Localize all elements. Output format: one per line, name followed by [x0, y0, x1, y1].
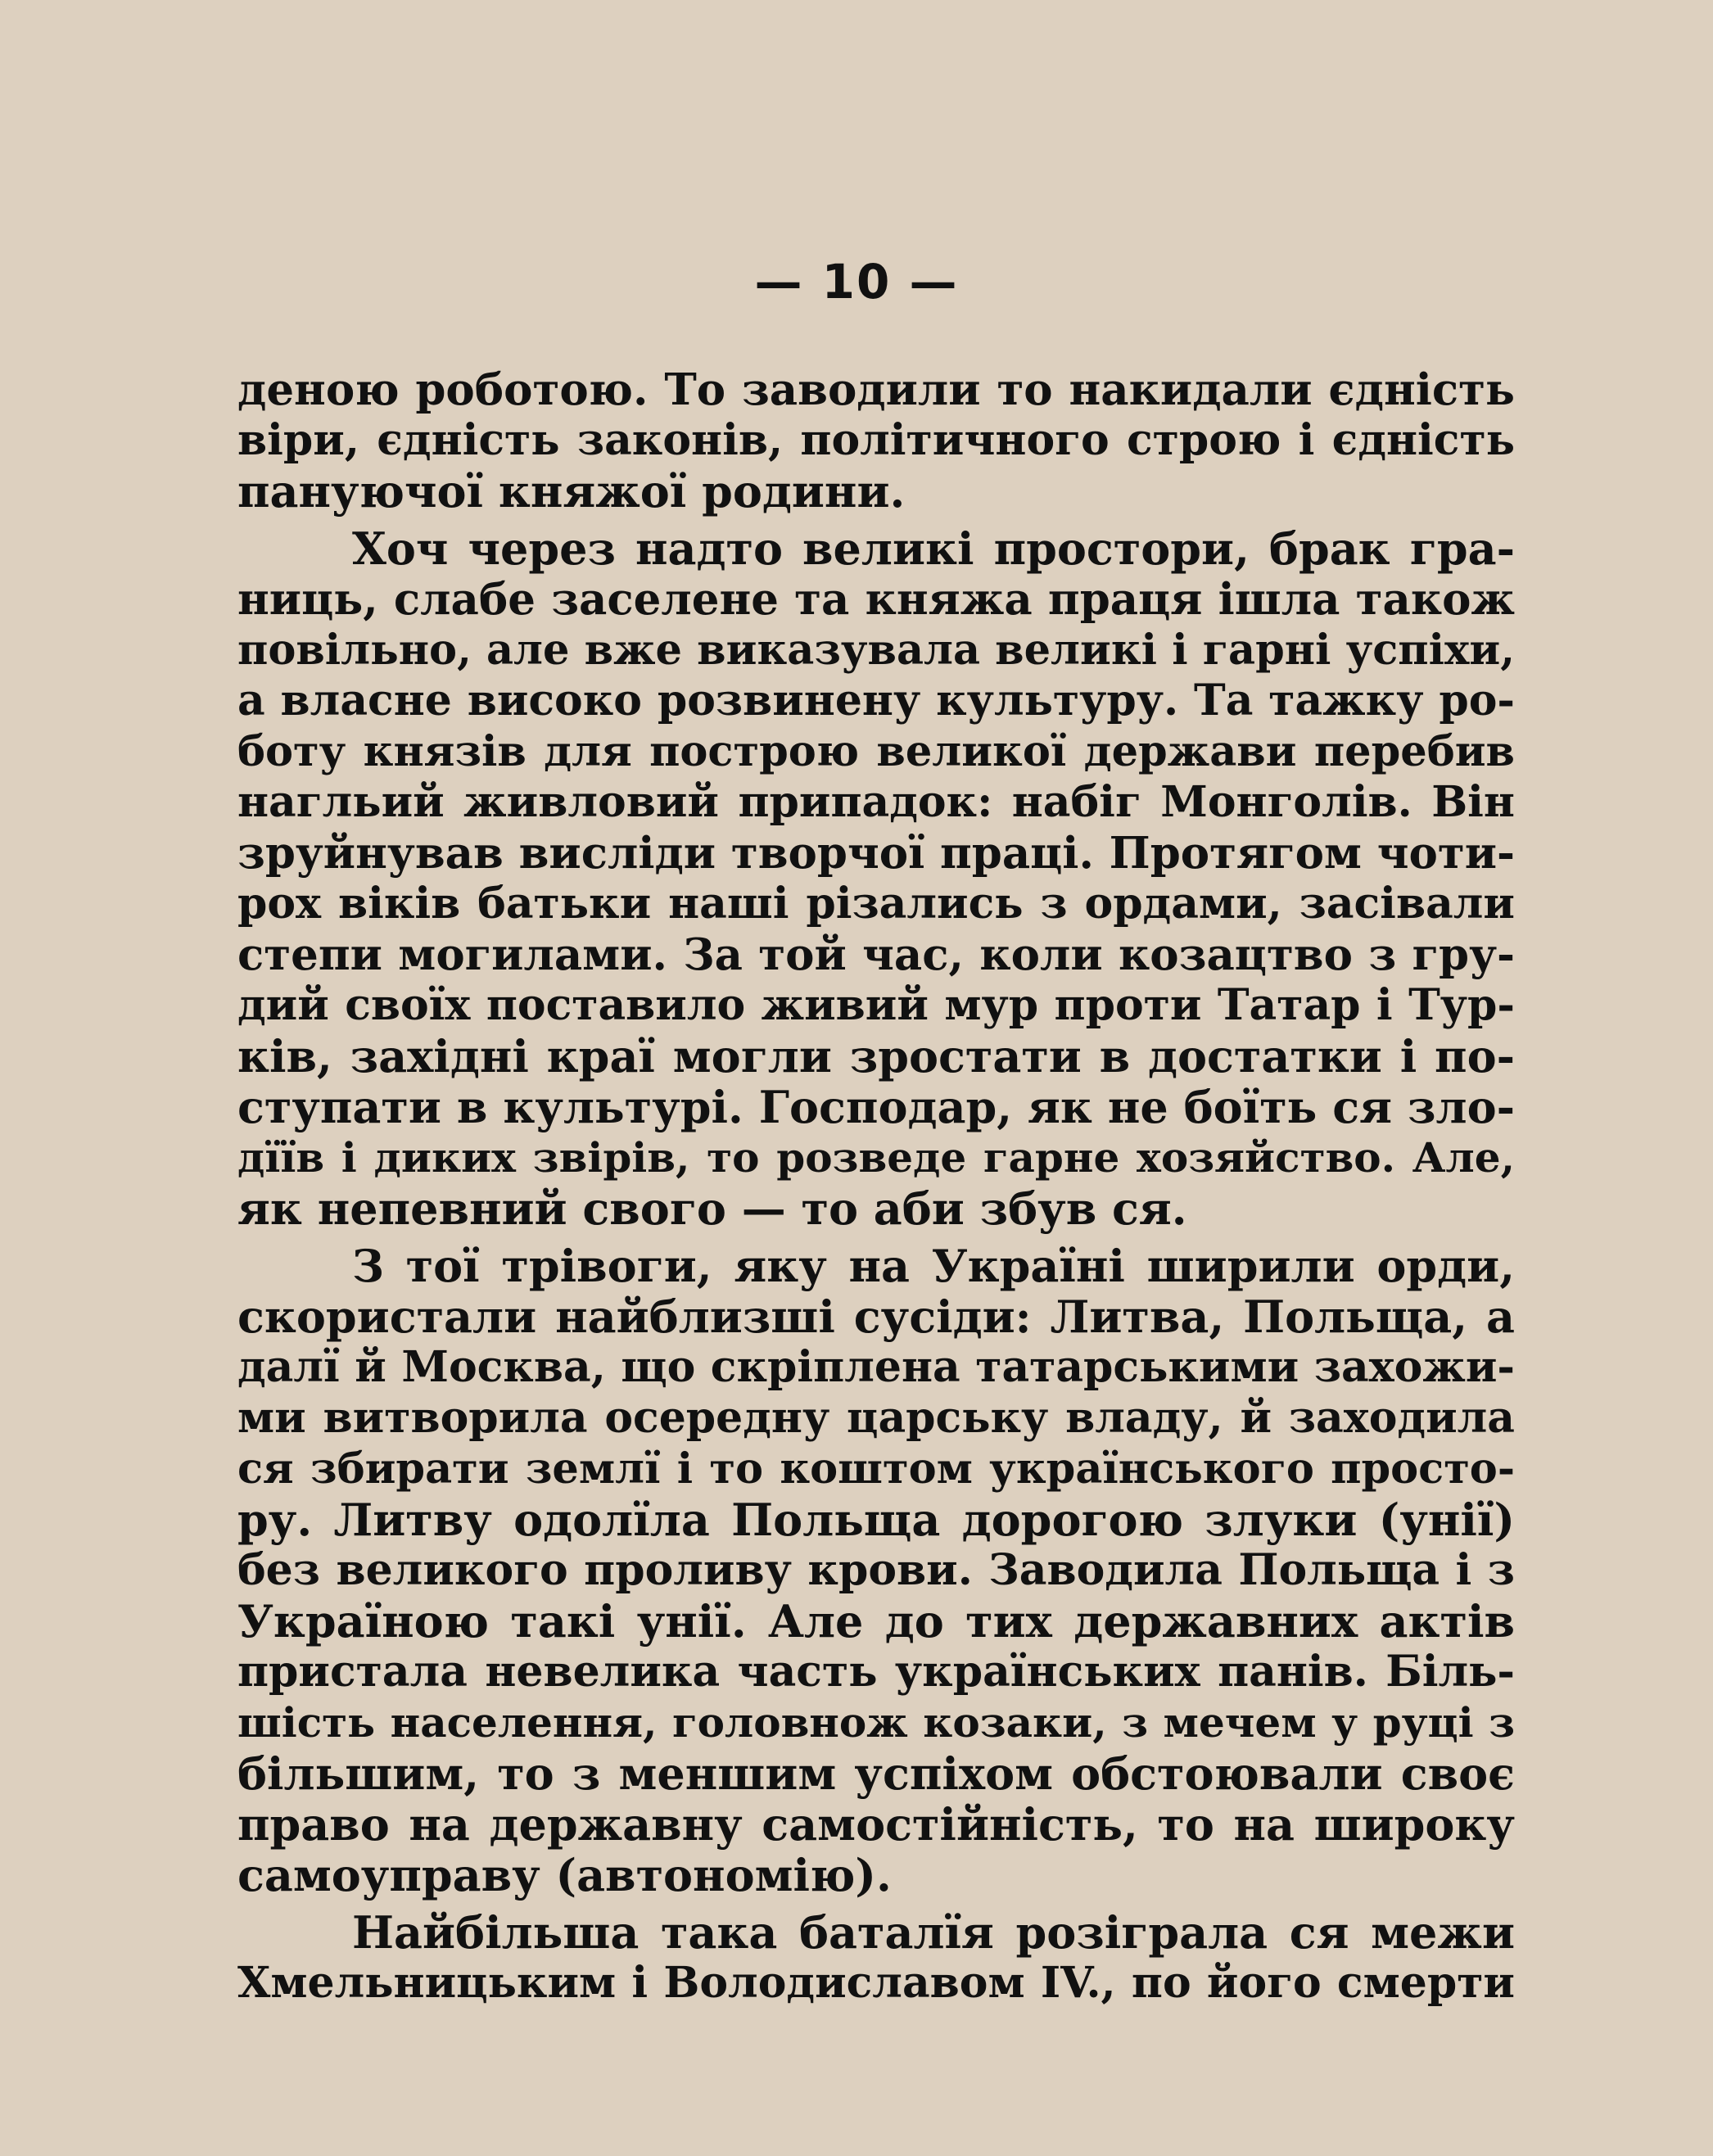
text-line: рох віків батьки наші різались з ордами, засівали [237, 879, 1515, 929]
page-number: — 10 — [754, 254, 959, 310]
text-line: як непевний свого — то аби збув ся. [237, 1183, 1187, 1234]
text-line: пристала невелика часть українських панів. Біль- [237, 1647, 1515, 1697]
text-line: самоуправу (автономію). [237, 1850, 892, 1901]
text-line: більшим, то з меншим успіхом обстоювали своє [237, 1748, 1515, 1799]
text-line: дий своїх поставило живий мур проти Татар і Тур- [237, 980, 1515, 1030]
text-line: ків, західні краї могли зростати в достатки і по- [237, 1031, 1515, 1082]
text-line: а власне високо розвинену культуру. Та тажку ро- [237, 676, 1515, 725]
text-line: пануючої княжої родини. [237, 466, 906, 517]
text-line: З тої трівоги, яку на Україні ширили орди, [352, 1241, 1515, 1291]
text-line: степи могилами. За той час, коли козацтво з гру- [237, 929, 1515, 980]
text-line: ступати в культурі. Господар, як не боїть ся зло- [237, 1082, 1515, 1132]
text-line: без великого проливу крови. Заводила Польща і з [237, 1545, 1515, 1595]
text-line: ру. Литву одолїла Польща дорогою злуки (унії) [237, 1494, 1515, 1545]
text-line: дїїв і диких звірів, то розведе гарне хозяйство. Але, [237, 1133, 1515, 1182]
text-line: шість населення, головнож козаки, з мечем у руці з [237, 1698, 1515, 1747]
text-line: Найбільша така баталїя розіграла ся межи [352, 1907, 1515, 1958]
text-line: повільно, але вже виказувала великі і гарні успіхи, [237, 626, 1515, 675]
text-line: ся збирати землї і то коштом українського просто- [237, 1444, 1515, 1494]
text-line: боту князів для построю великої держави перебив [237, 727, 1515, 776]
text-line: Хмельницьким і Володиславом IV., по його смерти [237, 1958, 1515, 2008]
text-line: зруйнував виcліди творчої праці. Протягом чоти- [237, 828, 1515, 879]
text-line: ниць, слабе заселене та княжа праця ішла також [237, 574, 1515, 625]
text-line: деною роботою. То заводили то накидали єдність [237, 364, 1515, 415]
text-line: нагльий живловий припадок: набіг Монголів. Він [237, 777, 1515, 827]
text-line: Хоч через надто великі простори, брак гра- [352, 523, 1515, 574]
text-line: Україною такі унії. Але до тих державних актів [237, 1596, 1515, 1647]
text-line: скористали найблизші сусіди: Литва, Польща, а [237, 1291, 1515, 1342]
text-line: далї й Москва, що скріплена татарськими захожи- [237, 1342, 1515, 1392]
text-line: ми витворила осередну царську владу, й заходила [237, 1393, 1515, 1443]
text-line: право на державну самостійність, то на широку [237, 1799, 1515, 1850]
text-line: віри, єдність законів, політичного строю і єдність [237, 415, 1515, 465]
